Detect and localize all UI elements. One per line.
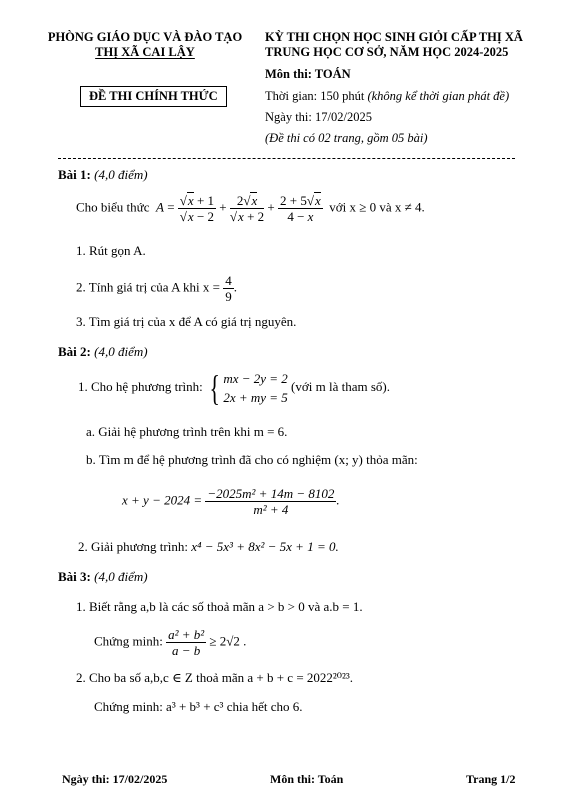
footer-subject: Môn thi: Toán xyxy=(270,772,344,786)
bai3-q1-prove: Chứng minh: $\frac{\text{a² + b²}}{a - b}$ ≥ 2√2 . xyxy=(94,627,247,658)
department-header xyxy=(30,30,260,60)
bai1-expression: Cho biểu thức A = $\frac{√x + 1}{√x - 2}$ + $\frac{2√x}{√x + 2}$ + $\frac{2 + 5√x}{4 - x}$ với x ≥ 0 và x ≠ 4. xyxy=(76,193,425,224)
bai2-heading: Bài 2: (4,0 điểm) xyxy=(58,344,148,359)
bai3-q1: 1. Biết rằng a,b là các số thoả mãn a > b > 0 và a.b = 1. xyxy=(76,599,363,614)
fraction-4-9: $\frac{4}{9}$ xyxy=(225,273,232,304)
department-name: PHÒNG GIÁO DỤC VÀ ĐÀO TẠO xyxy=(47,30,243,44)
footer-page-number: Trang 1/2 xyxy=(466,772,516,786)
fraction-bai3: $\frac{\text{a² + b²}}{a - b}$ xyxy=(168,627,205,658)
exam-subject: Môn thi: TOÁN xyxy=(265,67,351,81)
footer-date: Ngày thi: 17/02/2025 xyxy=(62,772,168,786)
bai1-q3: 3. Tìm giá trị của x để A có giá trị nguyên. xyxy=(76,314,297,329)
fraction-qb: $\frac{\text{−2025m² + 14m − 8102}}{\text{m² + 4}}$ xyxy=(207,486,335,517)
district-name: THỊ XÃ CAI LẬY xyxy=(95,45,195,59)
exam-duration: Thời gian: 150 phút (không kể thời gian phát đề) xyxy=(265,89,510,103)
pages-note: (Đề thi có 02 trang, gồm 05 bài) xyxy=(265,131,428,145)
bai2-qb: b. Tìm m để hệ phương trình đã cho có nghiệm (x; y) thỏa mãn: xyxy=(86,452,418,467)
bai3-q2-prove: Chứng minh: a³ + b³ + c³ chia hết cho 6. xyxy=(94,699,303,714)
equation-system: mx − 2y = 2 2x + my = 5 xyxy=(223,371,288,405)
bai1-q1: 1. Rút gọn A. xyxy=(76,243,146,258)
exam-header xyxy=(265,30,555,60)
bai1-condition: với x ≥ 0 và x ≠ 4. xyxy=(329,199,425,215)
fraction-2: $\frac{2√x}{√x + 2}$ xyxy=(229,193,265,224)
official-exam-badge: ĐỀ THI CHÍNH THỨC xyxy=(80,86,227,107)
exam-title-line1: KỲ THI CHỌN HỌC SINH GIỎI CẤP THỊ XÃ xyxy=(265,30,523,44)
bai2-q2: 2. Giải phương trình: x⁴ − 5x³ + 8x² − 5x + 1 = 0. xyxy=(78,539,339,554)
bai1-heading: Bài 1: (4,0 điểm) xyxy=(58,167,148,182)
exam-date: Ngày thi: 17/02/2025 xyxy=(265,110,372,124)
fraction-3: $\frac{2 + 5√x}{4 - x}$ xyxy=(280,193,321,224)
divider xyxy=(58,158,515,159)
bai2-qb-equation: x + y − 2024 = $\frac{\text{−2025m² + 14m − 8102}}{\text{m² + 4}}$ . xyxy=(122,486,340,517)
exam-title-line2: TRUNG HỌC CƠ SỞ, NĂM HỌC 2024-2025 xyxy=(265,45,509,59)
bai3-heading: Bài 3: (4,0 điểm) xyxy=(58,569,148,584)
bai3-q2: 2. Cho ba số a,b,c ∈ Z thoả mãn a + b + c = 2022²⁰²³. xyxy=(76,670,354,685)
fraction-1: $\frac{√x + 1}{√x - 2}$ xyxy=(179,193,215,224)
system-brace: { xyxy=(209,368,220,408)
bai2-qa: a. Giải hệ phương trình trên khi m = 6. xyxy=(86,424,288,439)
bai2-q1: 1. Cho hệ phương trình: { mx − 2y = 2 2x + my = 5 (với m là tham số). xyxy=(78,368,390,408)
bai1-q2: 2. Tính giá trị của A khi x = $\frac{4}{9}$ . xyxy=(76,273,237,304)
